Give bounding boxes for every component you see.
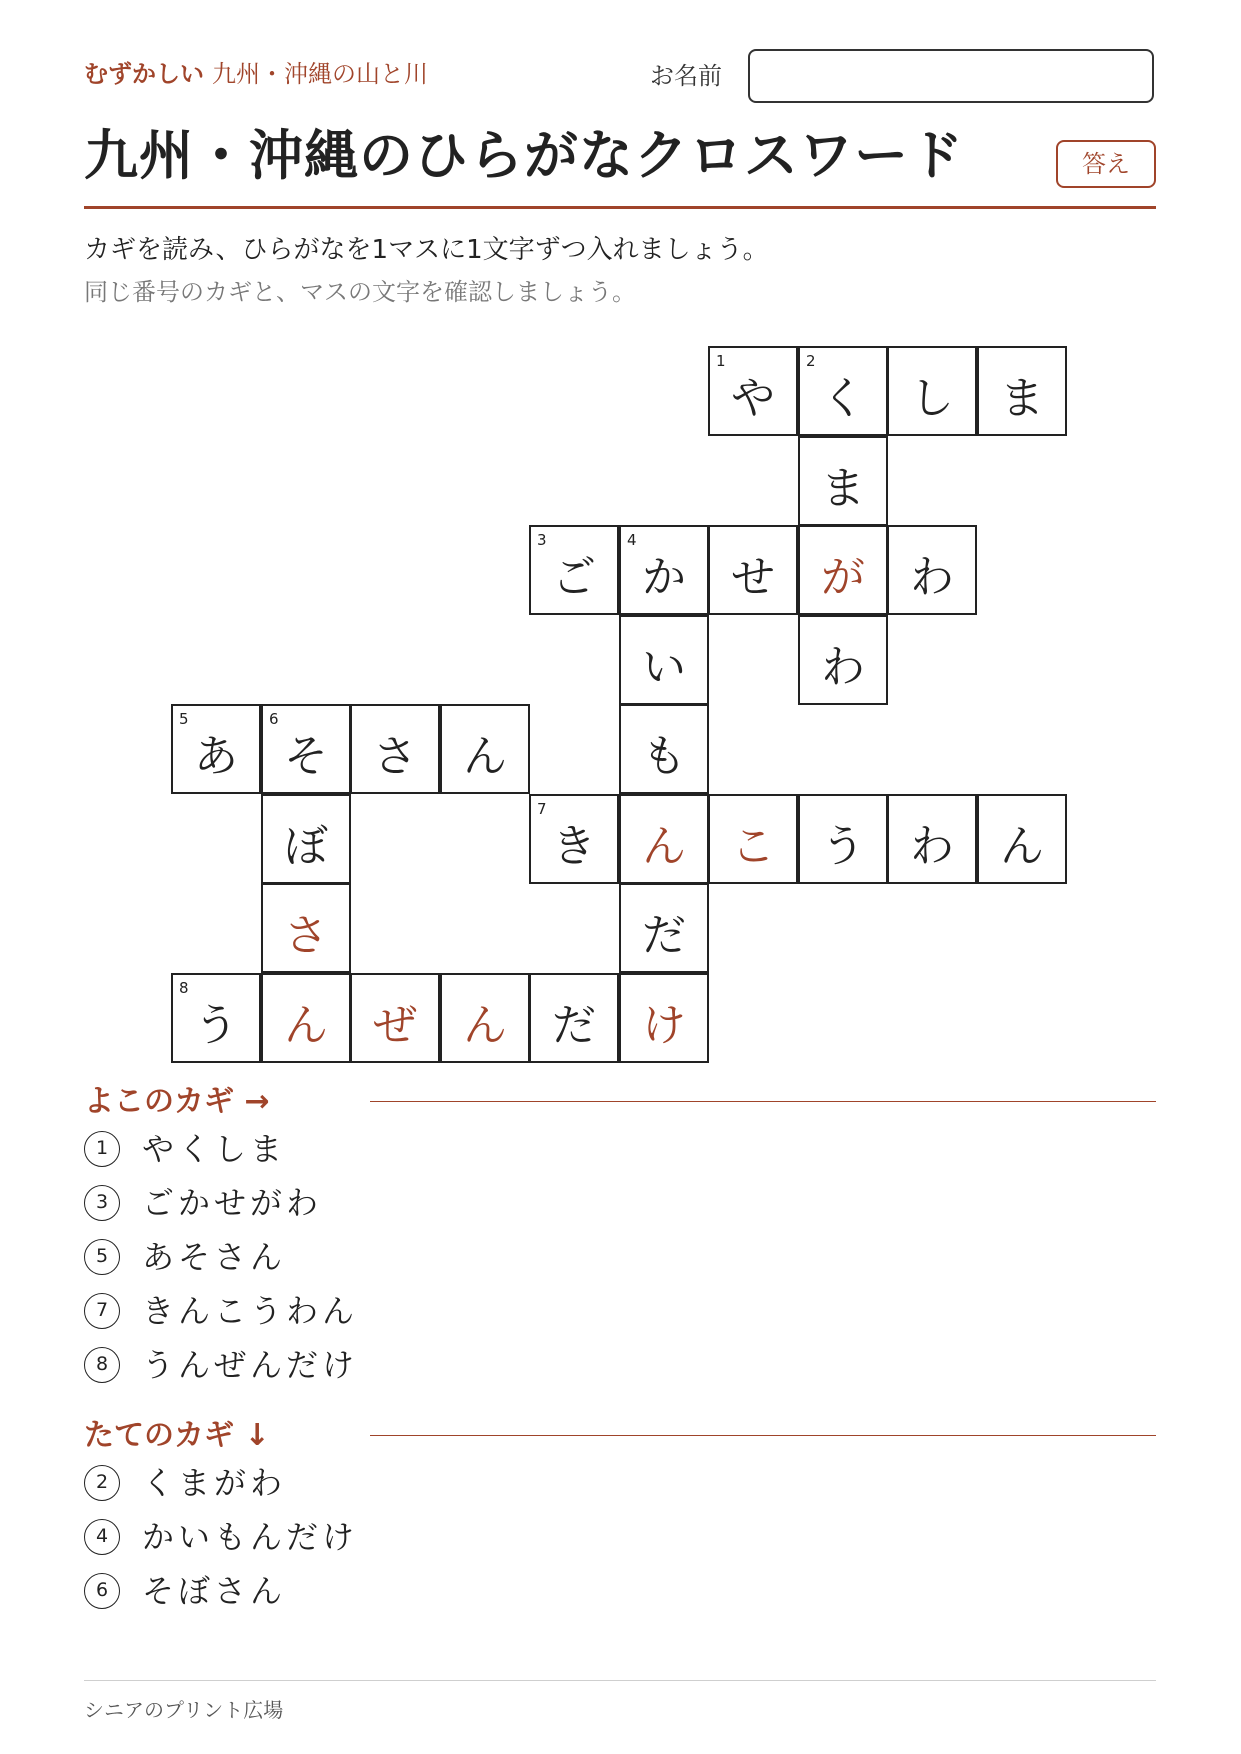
clue-number: 1 [84,1131,120,1167]
difficulty-topic [84,56,428,92]
cell-letter: が [821,552,865,603]
cell-letter: ぜ [373,1000,417,1051]
grid-cell[interactable] [619,973,709,1063]
grid-cell[interactable] [171,973,261,1063]
grid-cell[interactable] [798,615,888,705]
cell-letter: ん [284,1000,328,1051]
cell-letter: そ [284,731,328,782]
name-label: お名前 [650,62,722,90]
grid-cell[interactable] [350,704,440,794]
cell-number: 7 [537,800,547,818]
clue-answer: きんこうわん [142,1292,359,1330]
grid-cell[interactable] [977,794,1067,884]
grid-cell[interactable] [798,525,888,615]
cell-number: 4 [627,531,637,549]
cell-number: 2 [806,352,816,370]
grid-cell[interactable] [887,525,977,615]
grid-cell[interactable] [619,883,709,973]
grid-cell[interactable] [708,525,798,615]
grid-cell[interactable] [440,704,530,794]
grid-cell[interactable] [977,346,1067,436]
difficulty-label: むずかしい [84,60,204,88]
cell-number: 5 [179,710,189,728]
grid-cell[interactable] [261,794,351,884]
clue-number: 6 [84,1573,120,1609]
cell-letter: ま [821,463,865,514]
cell-number: 1 [716,352,726,370]
down-heading: たてのカギ ↓ [84,1418,270,1453]
cell-letter: う [821,821,865,872]
cell-letter: ご [552,552,596,603]
clue-number: 2 [84,1465,120,1501]
cell-letter: か [642,552,686,603]
clue-number: 7 [84,1293,120,1329]
cell-letter: だ [552,1000,596,1051]
grid-cell[interactable] [887,794,977,884]
cell-number: 3 [537,531,547,549]
cell-letter: ぼ [284,821,328,872]
cell-letter: ん [642,821,686,872]
clue-number: 8 [84,1347,120,1383]
page-title: 九州・沖縄のひらがなクロスワード [84,124,964,187]
clue-answer: やくしま [142,1130,287,1168]
grid-cell[interactable] [619,704,709,794]
clue-number: 3 [84,1185,120,1221]
grid-cell[interactable] [619,794,709,884]
grid-cell[interactable] [171,704,261,794]
clue-item [84,1129,286,1173]
grid-cell[interactable] [619,615,709,705]
grid-cell[interactable] [529,525,619,615]
clue-item [84,1463,286,1507]
cell-letter: い [642,642,686,693]
grid-cell[interactable] [708,346,798,436]
grid-cell[interactable] [798,436,888,526]
clue-answer: くまがわ [142,1464,287,1502]
grid-cell[interactable] [261,883,351,973]
cell-letter: ん [463,731,507,782]
cell-letter: こ [731,821,775,872]
clue-number: 4 [84,1519,120,1555]
cell-letter: あ [194,731,238,782]
grid-cell[interactable] [261,973,351,1063]
cell-number: 8 [179,979,189,997]
cell-letter: ん [1000,821,1044,872]
footer-divider [84,1680,1156,1681]
cell-letter: も [642,731,686,782]
clue-item [84,1183,322,1227]
cell-letter: け [642,1000,686,1051]
name-input-box[interactable] [748,49,1154,103]
across-heading: よこのカギ → [84,1084,270,1119]
cell-letter: き [552,821,596,872]
grid-cell[interactable] [708,794,798,884]
grid-cell[interactable] [350,973,440,1063]
answer-button[interactable]: 答え [1056,140,1156,188]
cell-letter: く [821,373,865,424]
cell-letter: ん [463,1000,507,1051]
clue-item [84,1571,286,1615]
cell-letter: さ [373,731,417,782]
instruction-sub: 同じ番号のカギと、マスの文字を確認しましょう。 [84,278,636,306]
topic-label: 九州・沖縄の山と川 [212,60,428,88]
grid-cell[interactable] [440,973,530,1063]
cell-letter: し [910,373,954,424]
clue-answer: ごかせがわ [142,1184,323,1222]
grid-cell[interactable] [529,973,619,1063]
clue-number: 5 [84,1239,120,1275]
grid-cell[interactable] [529,794,619,884]
cell-letter: う [194,1000,238,1051]
grid-cell[interactable] [798,346,888,436]
footer-credit: シニアのプリント広場 [84,1698,284,1722]
clue-answer: あそさん [142,1238,287,1276]
clue-item [84,1345,358,1389]
instruction-main: カギを読み、ひらがなを1マスに1文字ずつ入れましょう。 [84,235,769,265]
clue-answer: かいもんだけ [142,1518,359,1556]
clue-answer: そぼさん [142,1572,287,1610]
cell-letter: わ [910,821,954,872]
title-divider [84,206,1156,209]
grid-cell[interactable] [261,704,351,794]
down-divider [370,1435,1156,1436]
cell-letter: や [731,373,775,424]
clue-item [84,1517,358,1561]
grid-cell[interactable] [798,794,888,884]
across-divider [370,1101,1156,1102]
cell-letter: わ [910,552,954,603]
cell-letter: ま [1000,373,1044,424]
cell-letter: さ [284,910,328,961]
clue-answer: うんぜんだけ [142,1346,359,1384]
cell-letter: だ [642,910,686,961]
cell-number: 6 [269,710,279,728]
clue-item [84,1291,358,1335]
grid-cell[interactable] [887,346,977,436]
grid-cell[interactable] [619,525,709,615]
cell-letter: わ [821,642,865,693]
clue-item [84,1237,286,1281]
cell-letter: せ [731,552,775,603]
